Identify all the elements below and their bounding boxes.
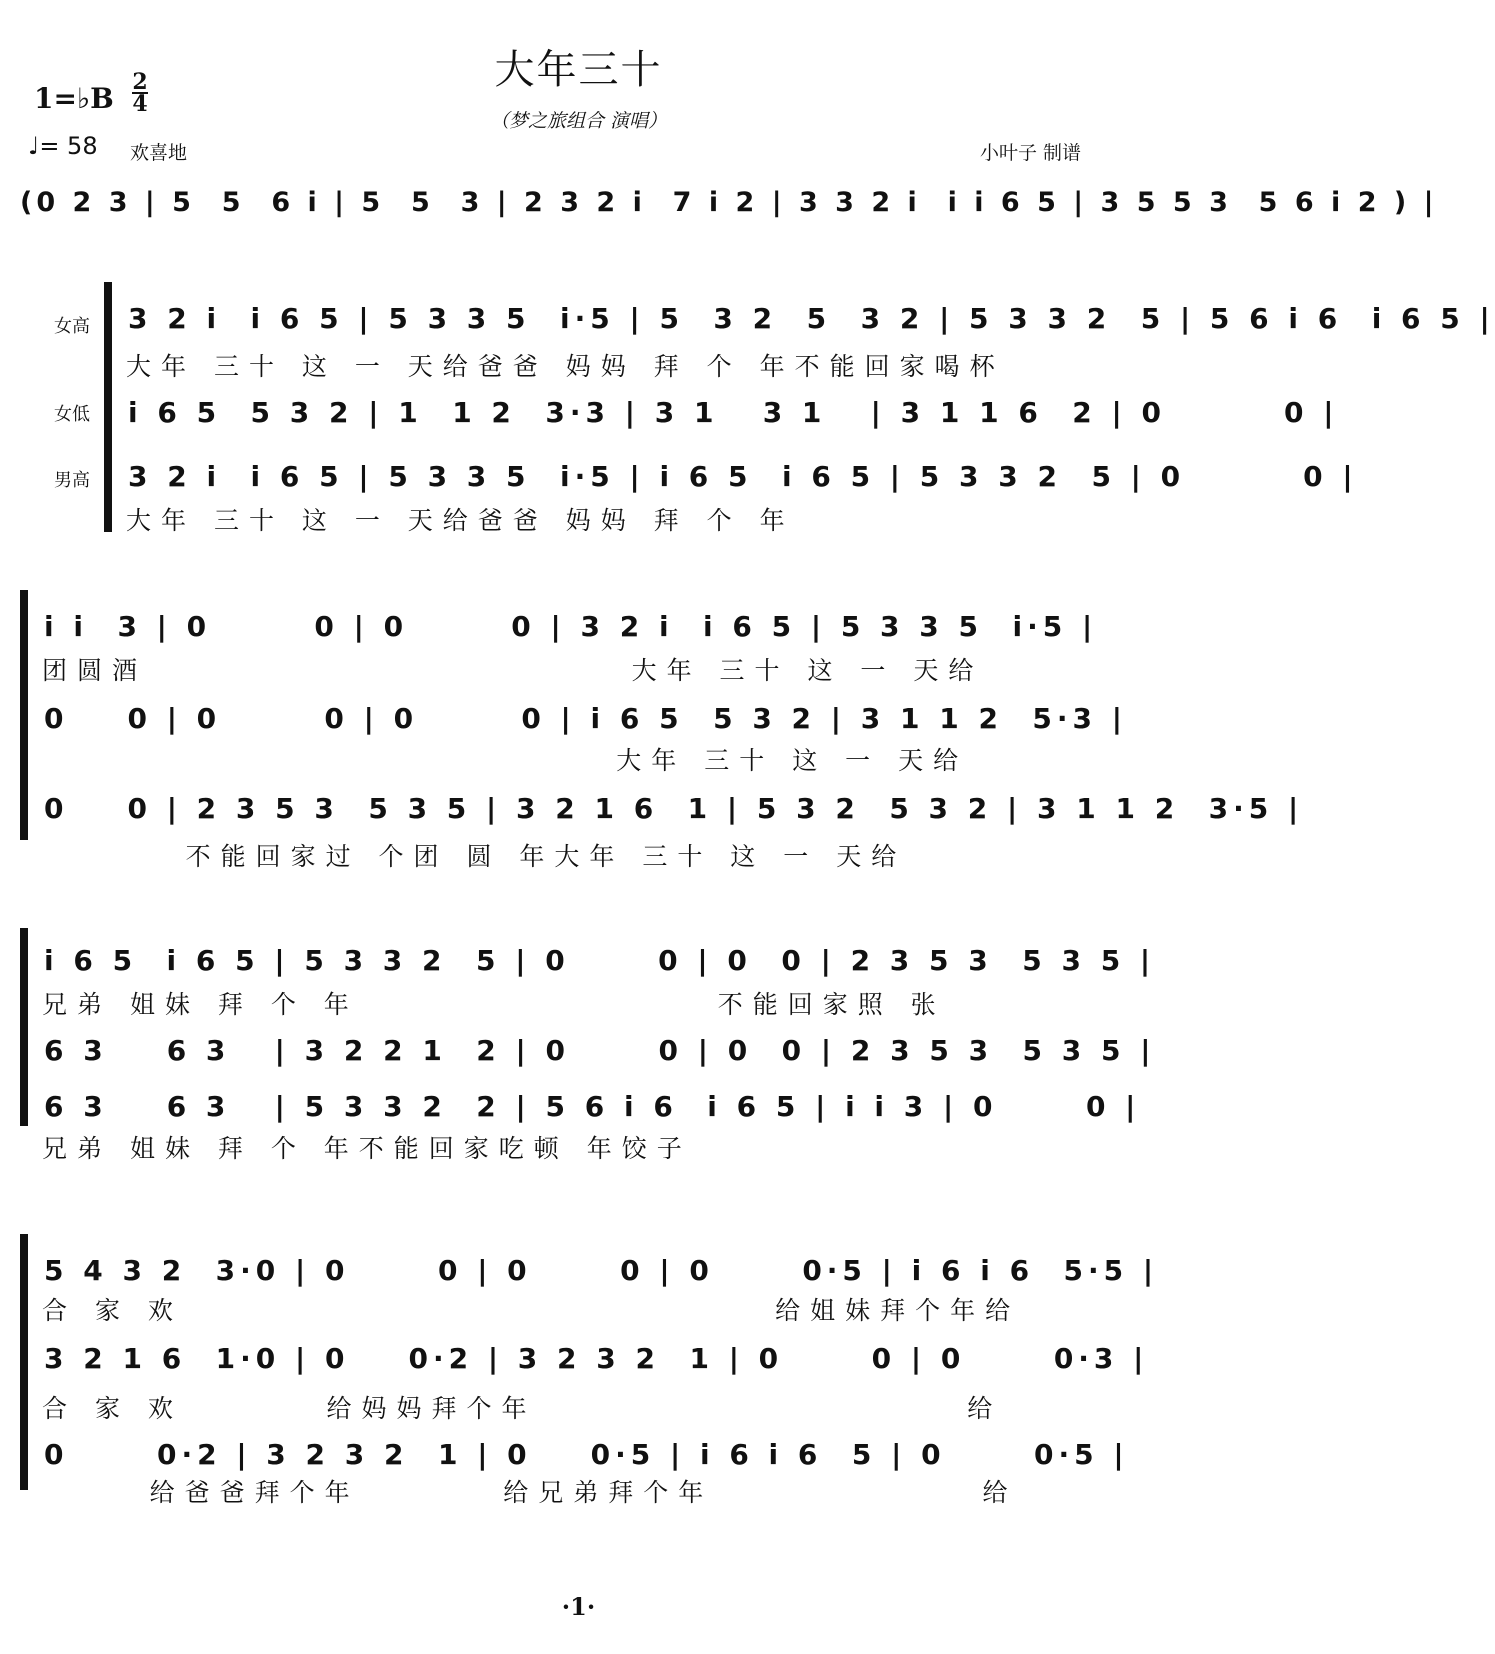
system1-soprano-lyrics: 大年 三十 这 一 天给爸爸 妈妈 拜 个 年不能回家喝杯 [126,352,1005,381]
system4-soprano-notes: 5 4 3 2 3·0 | 0 0 | 0 0 | 0 0·5 | i 6 i 6 5·5 | [44,1254,1159,1287]
part-label-tenor: 男高 [54,470,90,491]
system-bracket [104,282,112,532]
part-label-soprano: 女高 [54,316,90,337]
system3-tenor-notes: 6 3 6 3 | 5 3 3 2 2 | 5 6 i 6 i 6 5 | i i 3 | 0 0 | [44,1090,1141,1123]
page-number: ·1· [561,1592,596,1621]
key-signature: 1=♭B [34,82,114,115]
system3-alto-notes: 6 3 6 3 | 3 2 2 1 2 | 0 0 | 0 0 | 2 3 5 3 5 3 5 | [44,1034,1156,1067]
tempo-marking: ♩= 58 [28,132,98,160]
system2-soprano-lyrics: 团圆酒 大年 三十 这 一 天给 [42,656,984,685]
time-signature [132,69,148,117]
system1-tenor-notes: 3 2 i i 6 5 | 5 3 3 5 i·5 | i 6 5 i 6 5 | 5 3 3 2 5 | 0 0 | [128,460,1358,493]
system-bracket [20,928,28,1126]
system2-soprano-notes: i i 3 | 0 0 | 0 0 | 3 2 i i 6 5 | 5 3 3 5 i·5 | [44,610,1098,643]
system1-alto-notes: i 6 5 5 3 2 | 1 1 2 3·3 | 3 1 3 1 | 3 1 1 6 2 | 0 0 | [128,396,1339,429]
system2-tenor-notes: 0 0 | 2 3 5 3 5 3 5 | 3 2 1 6 1 | 5 3 2 5 3 2 | 3 1 1 2 3·5 | [44,792,1304,825]
song-title: 大年三十 [494,47,663,93]
system-bracket [20,1234,28,1490]
system3-tenor-lyrics: 兄弟 姐妹 拜 个 年不能回家吃顿 年饺子 [42,1134,692,1163]
time-signature-top: 2 [132,69,148,95]
intro-line: (0 2 3 | 5 5 6 i | 5 5 3 | 2 3 2 i 7 i 2 | 3 3 2 i i i 6 5 | 3 5 5 3 5 6 i 2 ) | [20,187,1438,218]
system2-alto-notes: 0 0 | 0 0 | 0 0 | i 6 5 5 3 2 | 3 1 1 2 5·3 | [44,702,1127,735]
system4-tenor-lyrics: 给爸爸拜个年 给兄弟拜个年 给 [42,1478,1018,1507]
system1-tenor-lyrics: 大年 三十 这 一 天给爸爸 妈妈 拜 个 年 [126,506,795,535]
system2-tenor-lyrics: 不能回家过 个团 圆 年大年 三十 这 一 天给 [42,842,907,871]
system4-soprano-lyrics: 合 家 欢 给姐妹拜个年给 [42,1296,1021,1325]
system4-tenor-notes: 0 0·2 | 3 2 3 2 1 | 0 0·5 | i 6 i 6 5 | 0 0·5 | [44,1438,1129,1471]
time-signature-bottom: 4 [132,91,148,117]
performer-subtitle: （梦之旅组合 演唱） [489,110,668,132]
system4-alto-lyrics: 合 家 欢 给妈妈拜个年 给 [42,1394,1003,1423]
system3-soprano-lyrics: 兄弟 姐妹 拜 个 年 不能回家照 张 [42,990,946,1019]
expression-marking: 欢喜地 [130,142,188,164]
system2-alto-lyrics: 大年 三十 这 一 天给 [42,746,969,775]
system3-soprano-notes: i 6 5 i 6 5 | 5 3 3 2 5 | 0 0 | 0 0 | 2 3 5 3 5 3 5 | [44,944,1156,977]
system-bracket [20,590,28,840]
system4-alto-notes: 3 2 1 6 1·0 | 0 0·2 | 3 2 3 2 1 | 0 0 | 0 0·3 | [44,1342,1149,1375]
system1-soprano-notes: 3 2 i i 6 5 | 5 3 3 5 i·5 | 5 3 2 5 3 2 | 5 3 3 2 5 | 5 6 i 6 i 6 5 | [128,302,1495,335]
arranger-credit: 小叶子 制谱 [980,142,1082,164]
part-label-alto: 女低 [54,404,90,425]
